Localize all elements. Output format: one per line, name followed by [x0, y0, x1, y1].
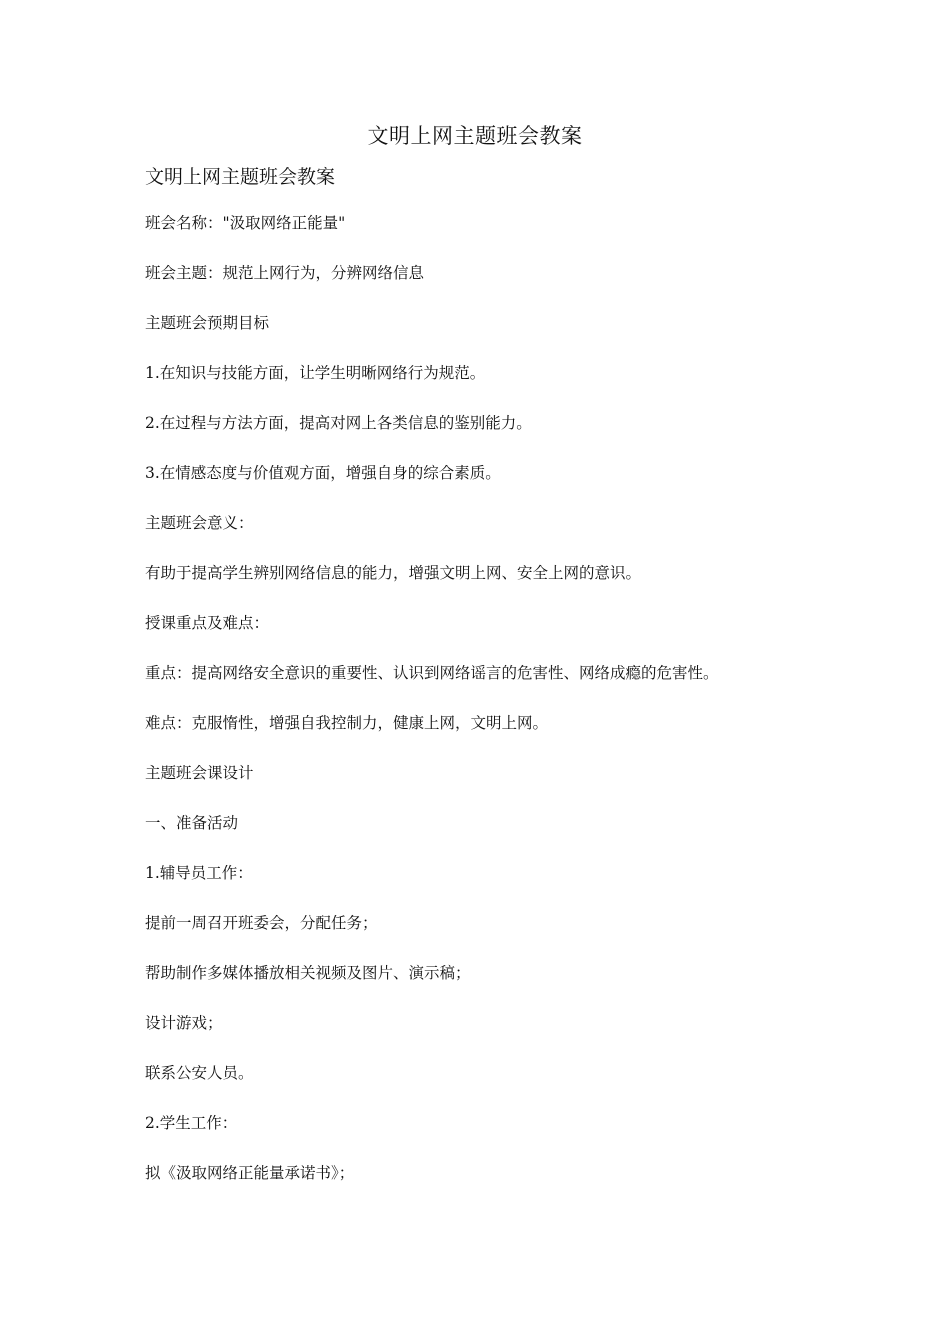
paragraph-meeting-theme: 班会主题：规范上网行为，分辨网络信息 — [145, 264, 425, 282]
paragraph-counselor-task-2: 帮助制作多媒体播放相关视频及图片、演示稿； — [145, 964, 471, 982]
paragraph-goals-heading: 主题班会预期目标 — [145, 314, 270, 332]
paragraph-goal-1: 1.在知识与技能方面，让学生明晰网络行为规范。 — [145, 364, 486, 382]
document-title: 文明上网主题班会教案 — [367, 124, 583, 148]
paragraph-focus-heading: 授课重点及难点： — [145, 614, 270, 632]
paragraph-counselor-work: 1.辅导员工作： — [145, 864, 253, 882]
paragraph-key-point: 重点：提高网络安全意识的重要性、认识到网络谣言的危害性、网络成瘾的危害性。 — [145, 664, 719, 682]
paragraph-counselor-task-3: 设计游戏； — [145, 1014, 223, 1032]
document-body — [145, 213, 845, 1213]
paragraph-counselor-task-1: 提前一周召开班委会，分配任务； — [145, 914, 378, 932]
paragraph-goal-3: 3.在情感态度与价值观方面，增强自身的综合素质。 — [145, 464, 501, 482]
paragraph-goal-2: 2.在过程与方法方面，提高对网上各类信息的鉴别能力。 — [145, 414, 532, 432]
paragraph-difficulty: 难点：克服惰性，增强自我控制力，健康上网，文明上网。 — [145, 714, 549, 732]
paragraph-student-task-1: 拟《汲取网络正能量承诺书》； — [145, 1164, 355, 1182]
paragraph-meeting-name: 班会名称："汲取网络正能量" — [145, 214, 346, 232]
paragraph-section-1-heading: 一、准备活动 — [145, 814, 239, 832]
paragraph-student-work: 2.学生工作： — [145, 1114, 238, 1132]
paragraph-significance-heading: 主题班会意义： — [145, 514, 254, 532]
document-subtitle: 文明上网主题班会教案 — [145, 166, 336, 188]
paragraph-design-heading: 主题班会课设计 — [145, 764, 254, 782]
paragraph-significance: 有助于提高学生辨别网络信息的能力，增强文明上网、安全上网的意识。 — [145, 564, 642, 582]
paragraph-counselor-task-4: 联系公安人员。 — [145, 1064, 254, 1082]
